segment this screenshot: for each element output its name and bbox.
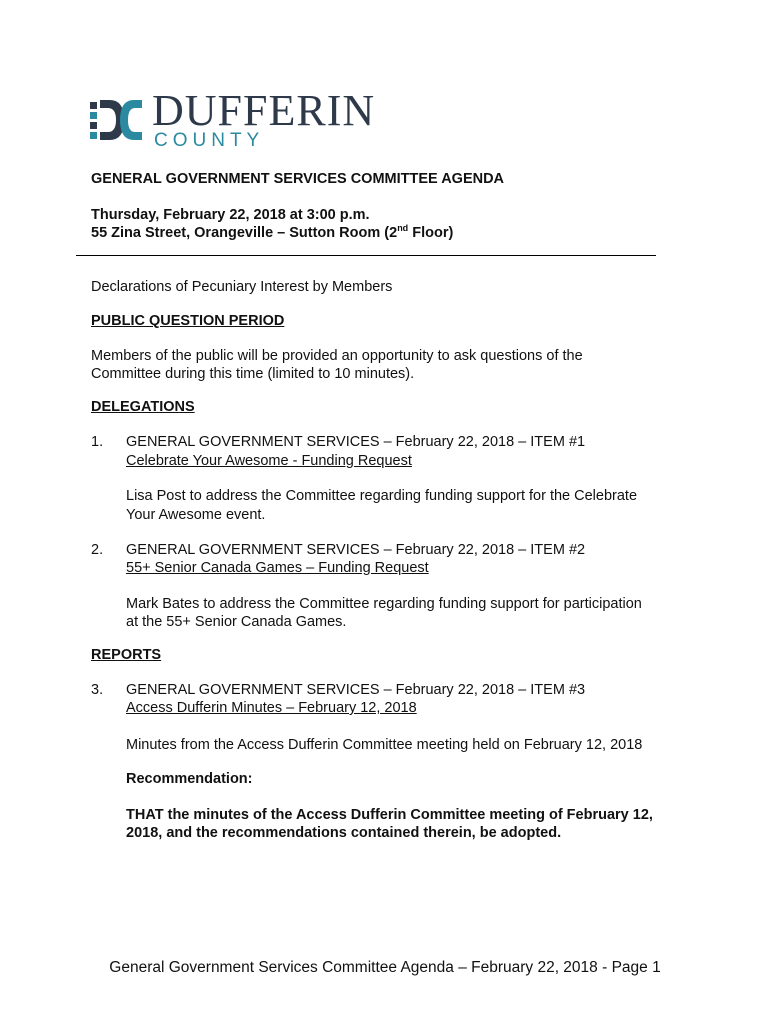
meeting-location	[91, 224, 453, 242]
item-1-subject: Celebrate Your Awesome - Funding Request	[126, 453, 412, 469]
item-1-desc-line-1: Lisa Post to address the Committee regarding funding support for the Celebrate	[126, 488, 638, 504]
location-text: 55 Zina Street, Orangeville – Sutton Room (2	[91, 225, 398, 241]
item-2-desc-line-2: at the 55+ Senior Canada Games.	[126, 614, 347, 630]
logo-wordmark: DUFFERIN	[152, 86, 376, 135]
agenda-title: GENERAL GOVERNMENT SERVICES COMMITTEE AGENDA	[91, 171, 505, 187]
header-divider	[76, 255, 656, 256]
item-2-title: GENERAL GOVERNMENT SERVICES – February 22, 2018 – ITEM #2	[126, 542, 586, 558]
public-question-heading: PUBLIC QUESTION PERIOD	[91, 313, 285, 329]
item-1-desc-line-2: Your Awesome event.	[126, 507, 266, 523]
recommendation-label: Recommendation:	[126, 771, 253, 787]
item-2-subject: 55+ Senior Canada Games – Funding Request	[126, 560, 429, 576]
dufferin-logo-mark-icon	[88, 92, 144, 148]
item-1-number: 1.	[91, 434, 104, 450]
item-1-title: GENERAL GOVERNMENT SERVICES – February 22, 2018 – ITEM #1	[126, 434, 586, 450]
public-question-line-1: Members of the public will be provided an opportunity to ask questions of the	[91, 348, 583, 364]
page-footer: General Government Services Committee Agenda – February 22, 2018 - Page 1	[109, 959, 661, 976]
delegations-heading: DELEGATIONS	[91, 399, 195, 415]
location-superscript: nd	[397, 223, 409, 234]
logo-subtitle: COUNTY	[154, 130, 265, 151]
item-3-desc: Minutes from the Access Dufferin Committee meeting held on February 12, 2018	[126, 737, 643, 753]
public-question-line-2: Committee during this time (limited to 10 minutes).	[91, 366, 415, 382]
item-3-subject: Access Dufferin Minutes – February 12, 2018	[126, 700, 417, 716]
item-3-title: GENERAL GOVERNMENT SERVICES – February 22, 2018 – ITEM #3	[126, 682, 586, 698]
item-2-desc-line-1: Mark Bates to address the Committee regarding funding support for participation	[126, 596, 642, 612]
item-3-number: 3.	[91, 682, 104, 698]
item-2-number: 2.	[91, 542, 104, 558]
meeting-date: Thursday, February 22, 2018 at 3:00 p.m.	[91, 207, 370, 223]
recommendation-line-1: THAT the minutes of the Access Dufferin Committee meeting of February 12,	[126, 807, 653, 823]
dufferin-county-logo	[88, 88, 378, 154]
location-floor: Floor)	[408, 225, 454, 241]
declarations-text: Declarations of Pecuniary Interest by Members	[91, 279, 393, 295]
reports-heading: REPORTS	[91, 647, 162, 663]
recommendation-line-2: 2018, and the recommendations contained therein, be adopted.	[126, 825, 562, 841]
